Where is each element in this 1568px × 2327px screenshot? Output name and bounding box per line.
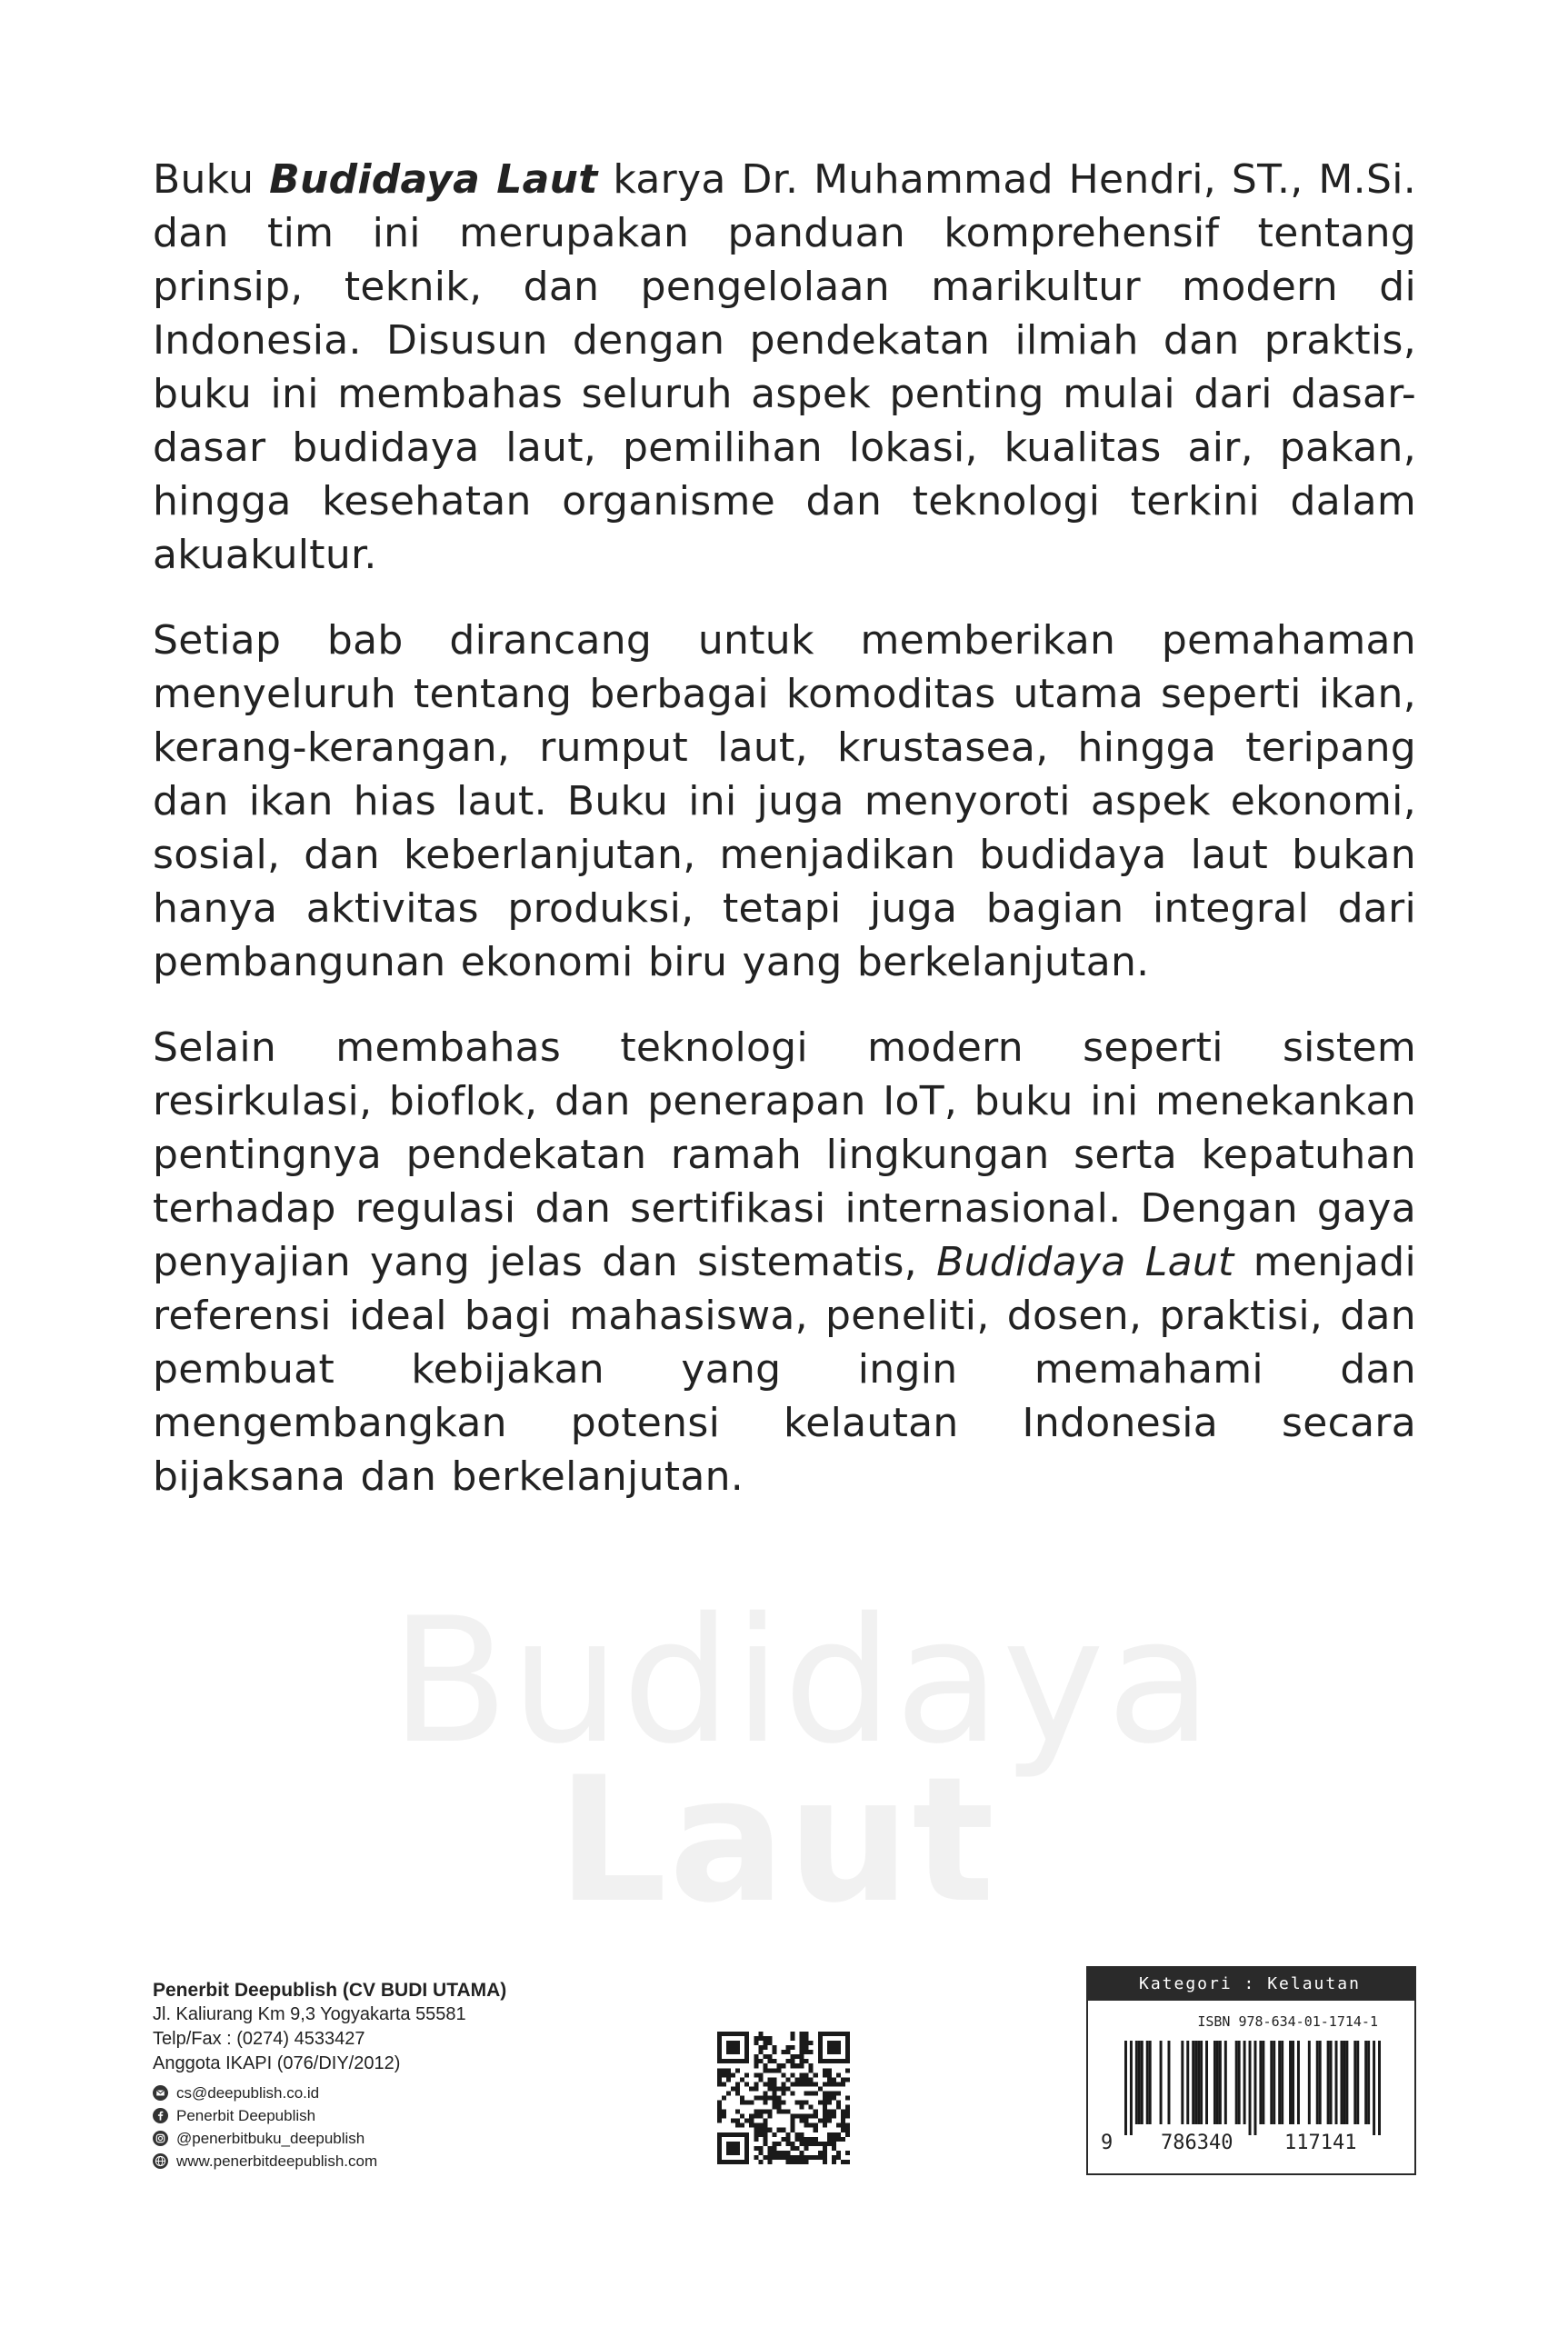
facebook-icon	[153, 2108, 168, 2123]
paragraph-3: Selain membahas teknologi modern seperti sistem resirkulasi, bioflok, dan penerapan IoT, buku ini menekankan pentingnya pendekatan ramah lingkungan serta kepatuhan terhadap regulasi dan sertifikasi internasional. Dengan gaya penyajian yang jelas dan sistematis, Budidaya Laut menjadi referensi ideal bagi mahasiswa, peneliti, dosen, praktisi, dan pembuat kebijakan yang ingin memahami dan mengembangkan potensi kelautan Indonesia secara bijaksana dan berkelanjutan.	[153, 1024, 1417, 1500]
qr-code[interactable]	[717, 2032, 850, 2164]
publisher-membership: Anggota IKAPI (076/DIY/2012)	[153, 2053, 401, 2073]
publisher-name: Penerbit Deepublish (CV BUDI UTAMA)	[153, 1980, 507, 2001]
isbn-number: ISBN 978-634-01-1714-1	[1197, 2013, 1378, 2030]
watermark-title-line1: Budidaya	[390, 1581, 1214, 1782]
contact-website-text: www.penerbitdeepublish.com	[176, 2152, 378, 2170]
globe-icon	[153, 2153, 168, 2169]
contact-list	[153, 2082, 662, 2172]
contact-instagram-text: @penerbitbuku_deepublish	[176, 2130, 365, 2147]
barcode-digits-left: 786340	[1161, 2132, 1233, 2154]
barcode	[1124, 2041, 1381, 2135]
back-cover-description	[153, 153, 1416, 1535]
publisher-phone: Telp/Fax : (0274) 4533427	[153, 2029, 365, 2049]
watermark-title-line2: Laut	[556, 1740, 997, 1941]
contact-email[interactable]	[153, 2082, 662, 2104]
contact-facebook-text: Penerbit Deepublish	[176, 2107, 316, 2124]
contact-website[interactable]	[153, 2150, 662, 2172]
instagram-icon	[153, 2131, 168, 2146]
category-label: Kategori : Kelautan	[1088, 1968, 1414, 2001]
paragraph-2: Setiap bab dirancang untuk memberikan pemahaman menyeluruh tentang berbagai komoditas utama seperti ikan, kerang-kerangan, rumput laut, krustasea, hingga teripang dan ikan hias laut. Buku ini juga menyoroti aspek ekonomi, sosial, dan keberlanjutan, menjadikan budidaya laut bukan hanya aktivitas produksi, tetapi juga bagian integral dari pembangunan ekonomi biru yang berkelanjutan.	[153, 617, 1416, 985]
book-title-italic: Budidaya Laut	[936, 1239, 1234, 1285]
publisher-info	[153, 1978, 662, 2172]
contact-facebook[interactable]	[153, 2104, 662, 2127]
barcode-digit-first: 9	[1101, 2132, 1114, 2154]
publisher-address: Jl. Kaliurang Km 9,3 Yogyakarta 55581	[153, 2004, 466, 2024]
contact-instagram[interactable]	[153, 2127, 662, 2150]
barcode-digits-right: 117141	[1284, 2132, 1357, 2154]
contact-email-text: cs@deepublish.co.id	[176, 2084, 320, 2102]
email-icon	[153, 2085, 168, 2101]
paragraph-1: Buku Budidaya Laut karya Dr. Muhammad Hendri, ST., M.Si. dan tim ini merupakan panduan komprehensif tentang prinsip, teknik, dan pengelolaan marikultur modern di Indonesia. Disusun dengan pendekatan ilmiah dan praktis, buku ini membahas seluruh aspek penting mulai dari dasar-dasar budidaya laut, pemilihan lokasi, kualitas air, pakan, hingga kesehatan organisme dan teknologi terkini dalam akuakultur.	[153, 156, 1417, 578]
book-title-bold: Budidaya Laut	[269, 156, 598, 203]
isbn-label	[1086, 1966, 1416, 2175]
